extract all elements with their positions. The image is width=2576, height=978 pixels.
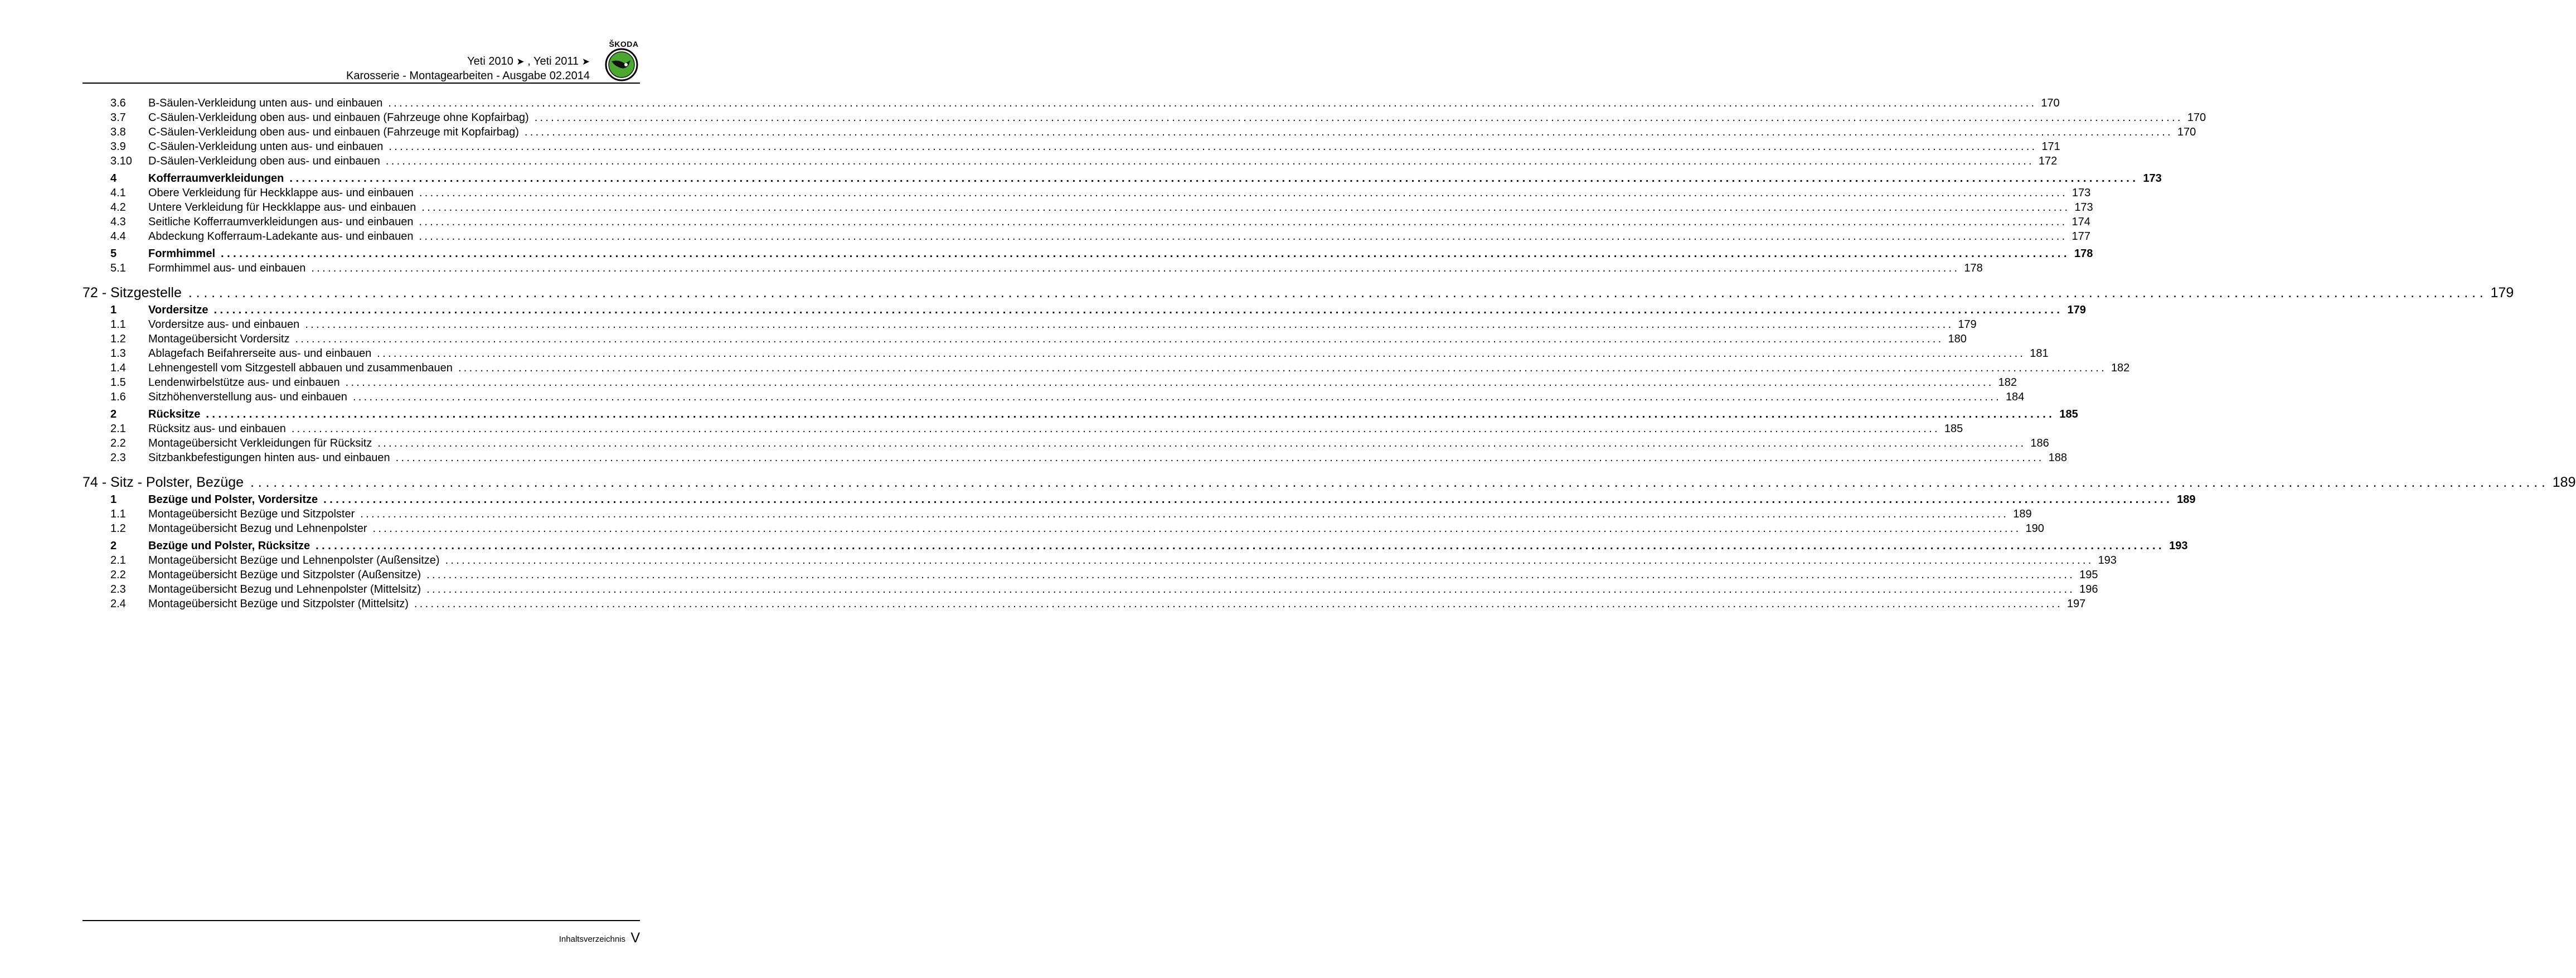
chapter-heading[interactable] [83, 473, 2576, 492]
toc-entry-number: 3.9 [110, 141, 126, 153]
toc-entry-title: Bezüge und Polster, Rücksitze [148, 539, 316, 553]
arrow-right-icon: ➤ [581, 56, 590, 67]
dot-leader: ............................................................................................................................................................................................................................................................................................................ [377, 437, 2026, 449]
dot-leader: ............................................................................................................................................................................................................................................................................................................ [389, 141, 2037, 153]
toc-entry-row[interactable] [83, 332, 1967, 346]
toc-entry-title: Montageübersicht Vordersitz [148, 332, 295, 346]
toc-entry-title: Montageübersicht Bezüge und Sitzpolster (Außensitze) [148, 568, 426, 582]
skoda-logo-icon [605, 48, 638, 81]
toc-entry-number: 3.6 [110, 97, 126, 109]
toc-entry-row[interactable] [83, 261, 1983, 275]
toc-section-row[interactable] [83, 171, 2162, 186]
toc-entry-page-number: 182 [2107, 361, 2129, 375]
dot-leader: ............................................................................................................................................................................................................................................................................................................ [360, 508, 2009, 520]
toc-entry-title: Ablagefach Beifahrerseite aus- und einbauen [148, 346, 377, 361]
toc-entry-page-number: 177 [2068, 229, 2090, 244]
chapter-title: 72 - Sitzgestelle [83, 285, 182, 301]
toc-entry-page-number: 171 [2037, 139, 2060, 154]
dot-leader: ............................................................................................................................................................................................................................................................................................................ [388, 97, 2037, 109]
dot-leader: ............................................................................................................................................................................................................................................................................................................ [345, 376, 1994, 389]
toc-entry-number: 4.4 [110, 230, 126, 243]
toc-entry-title: C-Säulen-Verkleidung unten aus- und einbauen [148, 139, 389, 154]
arrow-right-icon: ➤ [516, 56, 525, 67]
toc-entry-title: Montageübersicht Bezüge und Sitzpolster [148, 507, 360, 521]
dot-leader: ............................................................................................................................................................................................................................................................................................................ [188, 285, 2487, 301]
toc-entry-number: 2.1 [110, 423, 126, 435]
toc-entry-number: 5.1 [110, 262, 126, 274]
toc-entry-number: 1.5 [110, 376, 126, 389]
toc-entry-page-number: 173 [2138, 171, 2161, 186]
toc-entry-row[interactable] [83, 436, 2049, 451]
dot-leader: ............................................................................................................................................................................................................................................................................................................ [395, 452, 2044, 464]
toc-entry-page-number: 182 [1994, 375, 2017, 390]
toc-entry-title: Montageübersicht Bezüge und Sitzpolster (Mittelsitz) [148, 597, 414, 611]
dot-leader: ............................................................................................................................................................................................................................................................................................................ [419, 216, 2068, 228]
toc-entry-page-number: 197 [2063, 597, 2085, 611]
dot-leader: ............................................................................................................................................................................................................................................................................................................ [352, 391, 2001, 403]
toc-entry-number: 2.3 [110, 452, 126, 464]
footer-section-label: Inhaltsverzeichnis [559, 935, 625, 944]
toc-entry-number: 4.2 [110, 201, 126, 214]
toc-entry-page-number: 188 [2044, 451, 2067, 465]
toc-entry-number: 3.8 [110, 126, 126, 138]
toc-entry-title: Rücksitze [148, 407, 206, 422]
toc-entry-number: 1 [110, 493, 117, 506]
toc-entry-number: 1.1 [110, 508, 126, 520]
toc-entry-page-number: 184 [2001, 390, 2024, 404]
toc-entry-page-number: 173 [2070, 200, 2093, 215]
header-models [467, 55, 590, 68]
header-model-b: , Yeti 2011 [527, 55, 579, 67]
toc-entry-page-number: 185 [1940, 422, 1963, 436]
toc-entry-number: 3.10 [110, 155, 132, 167]
toc-entry-page-number: 179 [1953, 317, 1976, 332]
toc-entry-page-number: 181 [2025, 346, 2048, 361]
toc-entry-number: 4.1 [110, 187, 126, 199]
toc-entry-row[interactable] [83, 96, 2060, 110]
dot-leader: ............................................................................................................................................................................................................................................................................................................ [250, 475, 2549, 490]
toc-entry-number: 2.1 [110, 554, 126, 567]
toc-entry-title: Sitzhöhenverstellung aus- und einbauen [148, 390, 353, 404]
dot-leader: ............................................................................................................................................................................................................................................................................................................ [372, 522, 2021, 535]
dot-leader: ............................................................................................................................................................................................................................................................................................................ [524, 126, 2173, 138]
toc-entry-page-number: 172 [2034, 154, 2057, 168]
toc-entry-title: Montageübersicht Bezug und Lehnenpolster (Mittelsitz) [148, 582, 426, 597]
dot-leader: ............................................................................................................................................................................................................................................................................................................ [419, 187, 2068, 199]
toc-entry-page-number: 193 [2094, 553, 2117, 568]
dot-leader: ............................................................................................................................................................................................................................................................................................................ [289, 172, 2139, 185]
dot-leader: ............................................................................................................................................................................................................................................................................................................ [316, 540, 2165, 552]
dot-leader: ............................................................................................................................................................................................................................................................................................................ [426, 569, 2075, 581]
toc-entry-row[interactable] [83, 375, 2017, 390]
chapter-page-number: 189 [2552, 475, 2576, 490]
dot-leader: ............................................................................................................................................................................................................................................................................................................ [419, 230, 2068, 243]
toc-entry-number: 1.6 [110, 391, 126, 403]
toc-entry-title: Rücksitz aus- und einbauen [148, 422, 292, 436]
toc-entry-row[interactable] [83, 125, 2196, 139]
toc-entry-row[interactable] [83, 422, 1963, 436]
dot-leader: ............................................................................................................................................................................................................................................................................................................ [305, 318, 1954, 331]
toc-entry-title: Montageübersicht Verkleidungen für Rücksitz [148, 436, 377, 451]
dot-leader: ............................................................................................................................................................................................................................................................................................................ [311, 262, 1960, 274]
toc-entry-number: 2.2 [110, 437, 126, 449]
toc-entry-row[interactable] [83, 186, 2091, 200]
toc-entry-number: 3.7 [110, 112, 126, 124]
toc-entry-number: 1.4 [110, 362, 126, 374]
chapter-title: 74 - Sitz - Polster, Bezüge [83, 475, 244, 490]
toc-entry-row[interactable] [83, 451, 2068, 465]
toc-entry-title: C-Säulen-Verkleidung oben aus- und einbauen (Fahrzeuge ohne Kopfairbag) [148, 110, 535, 125]
toc-section-row[interactable] [83, 246, 2093, 261]
toc-entry-number: 4.3 [110, 216, 126, 228]
toc-entry-page-number: 189 [2172, 492, 2195, 507]
toc-entry-title: Lendenwirbelstütze aus- und einbauen [148, 375, 346, 390]
footer-page-number: V [630, 930, 640, 946]
toc-entry-title: Formhimmel [148, 246, 221, 261]
toc-entry-title: Montageübersicht Bezüge und Lehnenpolster (Außensitze) [148, 553, 445, 568]
footer-divider [83, 920, 640, 921]
dot-leader: ............................................................................................................................................................................................................................................................................................................ [385, 155, 2034, 167]
toc-entry-row[interactable] [83, 568, 2098, 582]
toc-entry-title: B-Säulen-Verkleidung unten aus- und einbauen [148, 96, 388, 110]
toc-entry-page-number: 185 [2055, 407, 2078, 422]
toc-entry-page-number: 178 [1959, 261, 1982, 275]
toc-entry-title: Kofferraumverkleidungen [148, 171, 289, 186]
toc-entry-page-number: 170 [2036, 96, 2059, 110]
toc-section-row[interactable] [83, 492, 2196, 507]
toc-entry-row[interactable] [83, 110, 2206, 125]
toc-entry-title: Vordersitze [148, 303, 214, 317]
dot-leader: ............................................................................................................................................................................................................................................................................................................ [214, 304, 2063, 316]
toc-entry-title: Lehnengestell vom Sitzgestell abbauen und zusammenbauen [148, 361, 458, 375]
toc-entry-row[interactable] [83, 597, 2086, 611]
toc-entry-title: Bezüge und Polster, Vordersitze [148, 492, 323, 507]
toc-section-row[interactable] [83, 539, 2188, 553]
toc-entry-page-number: 195 [2075, 568, 2098, 582]
dot-leader: ............................................................................................................................................................................................................................................................................................................ [323, 493, 2173, 506]
toc-entry-row[interactable] [83, 139, 2060, 154]
toc-entry-row[interactable] [83, 507, 2032, 521]
toc-entry-row[interactable] [83, 200, 2093, 215]
toc-entry-number: 1.3 [110, 347, 126, 360]
toc-entry-title: Untere Verkleidung für Heckklappe aus- und einbauen [148, 200, 421, 215]
dot-leader: ............................................................................................................................................................................................................................................................................................................ [377, 347, 2026, 360]
toc-entry-number: 4 [110, 172, 117, 185]
toc-entry-page-number: 180 [1943, 332, 1966, 346]
toc-entry-row[interactable] [83, 390, 2025, 404]
header-subtitle: Karosserie - Montagearbeiten - Ausgabe 02.2014 [346, 70, 590, 82]
dot-leader: ............................................................................................................................................................................................................................................................................................................ [421, 201, 2070, 214]
toc-entry-number: 1 [110, 304, 117, 316]
toc-entry-number: 2.4 [110, 598, 126, 610]
brand-wordmark: ŠKODA [609, 40, 639, 49]
toc-entry-row[interactable] [83, 154, 2058, 168]
toc-entry-page-number: 174 [2068, 215, 2090, 229]
table-of-contents [83, 96, 2576, 611]
toc-entry-title: Obere Verkleidung für Heckklappe aus- und einbauen [148, 186, 419, 200]
toc-entry-page-number: 170 [2173, 125, 2196, 139]
toc-entry-title: Montageübersicht Bezug und Lehnenpolster [148, 521, 373, 536]
toc-entry-page-number: 186 [2026, 436, 2049, 451]
toc-entry-number: 1.2 [110, 522, 126, 535]
dot-leader: ............................................................................................................................................................................................................................................................................................................ [426, 583, 2075, 595]
toc-entry-title: C-Säulen-Verkleidung oben aus- und einbauen (Fahrzeuge mit Kopfairbag) [148, 125, 525, 139]
dot-leader: ............................................................................................................................................................................................................................................................................................................ [295, 333, 1944, 345]
toc-entry-number: 1.1 [110, 318, 126, 331]
dot-leader: ............................................................................................................................................................................................................................................................................................................ [534, 112, 2183, 124]
dot-leader: ............................................................................................................................................................................................................................................................................................................ [206, 408, 2055, 420]
dot-leader: ............................................................................................................................................................................................................................................................................................................ [445, 554, 2094, 567]
dot-leader: ............................................................................................................................................................................................................................................................................................................ [458, 362, 2107, 374]
toc-section-row[interactable] [83, 407, 2078, 422]
header-model-a: Yeti 2010 [467, 55, 513, 67]
chapter-heading[interactable] [83, 283, 2514, 302]
chapter-page-number: 179 [2490, 285, 2514, 301]
toc-entry-row[interactable] [83, 361, 2130, 375]
toc-entry-title: Abdeckung Kofferraum-Ladekante aus- und einbauen [148, 229, 419, 244]
toc-entry-number: 2 [110, 408, 117, 420]
toc-entry-row[interactable] [83, 317, 1977, 332]
toc-entry-number: 2.3 [110, 583, 126, 595]
toc-section-row[interactable] [83, 303, 2086, 317]
toc-entry-page-number: 170 [2183, 110, 2206, 125]
toc-entry-page-number: 193 [2165, 539, 2187, 553]
dot-leader: ............................................................................................................................................................................................................................................................................................................ [291, 423, 1940, 435]
toc-entry-page-number: 196 [2075, 582, 2098, 597]
toc-entry-title: Seitliche Kofferraumverkleidungen aus- und einbauen [148, 215, 419, 229]
toc-entry-title: Vordersitze aus- und einbauen [148, 317, 305, 332]
toc-entry-page-number: 179 [2063, 303, 2085, 317]
toc-entry-row[interactable] [83, 346, 2049, 361]
toc-entry-number: 5 [110, 248, 117, 260]
header-divider [83, 83, 640, 84]
toc-entry-title: Sitzbankbefestigungen hinten aus- und einbauen [148, 451, 396, 465]
toc-entry-title: D-Säulen-Verkleidung oben aus- und einbauen [148, 154, 386, 168]
toc-entry-number: 1.2 [110, 333, 126, 345]
toc-entry-page-number: 190 [2021, 521, 2044, 536]
toc-entry-row[interactable] [83, 582, 2098, 597]
dot-leader: ............................................................................................................................................................................................................................................................................................................ [414, 598, 2063, 610]
toc-entry-page-number: 178 [2070, 246, 2093, 261]
toc-entry-row[interactable] [83, 521, 2044, 536]
toc-entry-page-number: 173 [2068, 186, 2090, 200]
dot-leader: ............................................................................................................................................................................................................................................................................................................ [221, 248, 2070, 260]
toc-entry-number: 2 [110, 540, 117, 552]
toc-entry-row[interactable] [83, 215, 2090, 229]
toc-entry-number: 2.2 [110, 569, 126, 581]
toc-entry-row[interactable] [83, 553, 2117, 568]
toc-entry-title: Formhimmel aus- und einbauen [148, 261, 311, 275]
toc-entry-row[interactable] [83, 229, 2090, 244]
toc-entry-page-number: 189 [2009, 507, 2031, 521]
